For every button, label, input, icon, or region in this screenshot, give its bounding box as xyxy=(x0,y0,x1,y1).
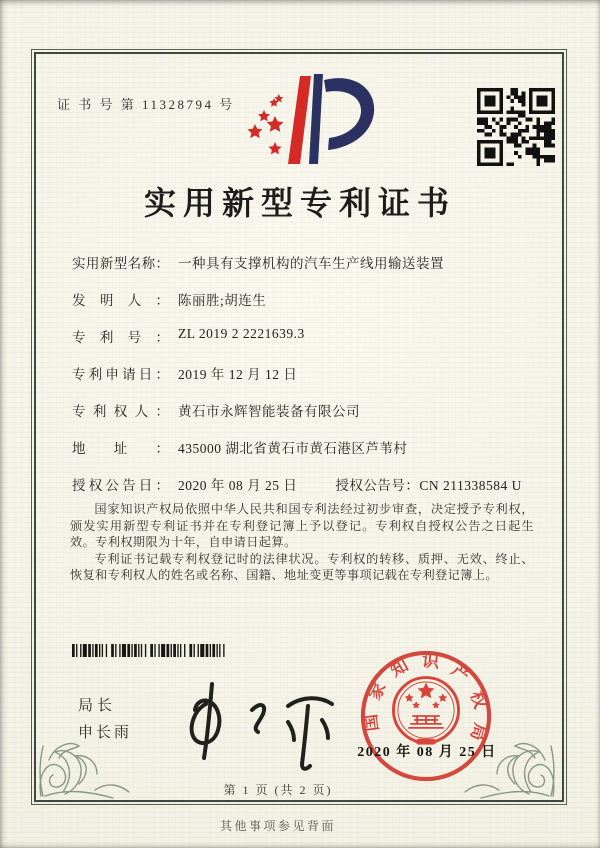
field-address xyxy=(72,437,538,461)
barcode-icon xyxy=(72,644,228,657)
field-patentee xyxy=(72,400,538,424)
field-label: 专利权人： xyxy=(72,404,169,419)
field-patent-number xyxy=(72,326,538,350)
field-label: 地址： xyxy=(72,441,169,456)
field-label: 授权公告日： xyxy=(72,478,169,493)
field-grant-announcement xyxy=(72,474,538,498)
qr-code-icon xyxy=(477,88,555,166)
legal-paragraph-1: 国家知识产权局依照中华人民共和国专利法经过初步审查，决定授予专利权，颁发实用新型专利证书并在专利登记簿上予以登记。专利权自授权公告之日起生效。专利权期限为十年，自申请日起算。 xyxy=(70,502,534,550)
field-label: 专利号： xyxy=(72,330,169,345)
field-application-date xyxy=(72,363,538,387)
field-inventor xyxy=(72,289,538,313)
legal-text xyxy=(70,501,534,584)
field-value: 435000 湖北省黄石市黄石港区芦苇村 xyxy=(178,441,408,456)
field-utility-model-name xyxy=(72,252,538,276)
field-value: ZL 2019 2 2221639.3 xyxy=(178,326,305,341)
certificate-number: 证 书 号 第 11328794 号 xyxy=(57,97,235,112)
signatory-name: 申长雨 xyxy=(78,725,133,741)
signatory-title: 局长 xyxy=(78,698,117,714)
grant-number-label: 授权公告号： xyxy=(335,478,420,493)
certificate-title: 实用新型专利证书 xyxy=(143,185,456,221)
field-value: 2020 年 08 月 25 日 xyxy=(178,478,298,493)
director-signature-icon xyxy=(168,676,350,774)
grant-number-value: CN 211338584 U xyxy=(419,478,522,493)
svg-text:国家知识产权局 xyxy=(361,651,491,743)
field-label: 实用新型名称： xyxy=(72,256,169,271)
field-value: 一种具有支撑机构的汽车生产线用输送装置 xyxy=(178,256,444,271)
seal-date: 2020 年 08 月 25 日 xyxy=(357,745,497,760)
legal-paragraph-2: 专利证书记载专利权登记时的法律状况。专利权的转移、质押、无效、终止、恢复和专利权人的姓名或名称、国籍、地址变更等事项记载在专利登记簿上。 xyxy=(70,551,534,583)
back-side-note: 其他事项参见背面 xyxy=(219,819,336,833)
cnipa-logo-icon xyxy=(228,68,386,170)
field-value: 陈丽胜;胡连生 xyxy=(178,293,267,308)
cnipa-round-seal-icon xyxy=(357,647,495,785)
field-label: 专利申请日： xyxy=(72,367,169,382)
field-value: 2019 年 12 月 12 日 xyxy=(178,367,298,382)
field-list xyxy=(72,252,538,511)
seal-ring-text: 国家知识产权局 xyxy=(361,651,491,743)
field-value: 黄石市永辉智能装备有限公司 xyxy=(178,404,360,419)
page-number: 第 1 页 (共 2 页) xyxy=(223,783,333,797)
field-label: 发明人： xyxy=(72,293,169,308)
